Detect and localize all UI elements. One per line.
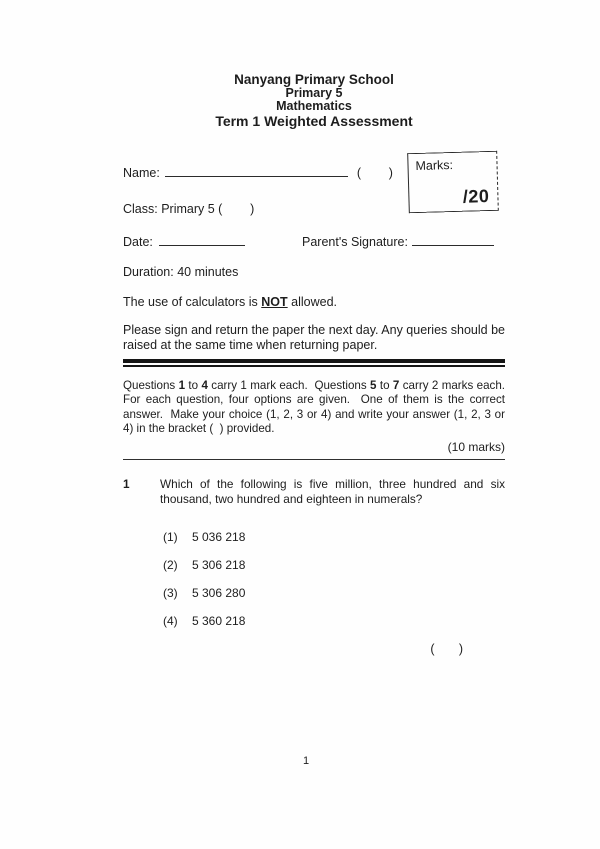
date-row [123,234,505,250]
thin-divider-rule [123,459,505,460]
marks-total: /20 [462,185,490,207]
page-number: 1 [302,755,310,767]
option-3 [163,586,505,600]
option-3-value: 5 306 280 [192,585,246,600]
option-3-label: (3) [163,585,178,600]
question-1-options [163,530,505,628]
name-blank-line [165,165,348,177]
question-1 [123,477,505,507]
option-4 [163,614,505,628]
option-1-label: (1) [163,529,178,544]
name-index-bracket: ( ) [356,166,393,180]
calculator-notice: The use of calculators is NOT allowed. [123,295,337,309]
option-4-label: (4) [163,613,178,628]
option-1-value: 5 036 218 [192,529,246,544]
paper-title: Term 1 Weighted Assessment [215,113,413,129]
parent-signature-blank-line [412,234,494,246]
sign-return-notice: Please sign and return the paper the next day. Any queries should be raised at the same time when returning paper. [123,323,505,352]
date-label: Date: [123,235,153,249]
option-1 [163,530,505,544]
class-label: Class: Primary 5 ( ) [123,202,255,216]
paper-header [123,72,505,129]
question-1-text: Which of the following is five million, three hundred and six thousand, two hundred and eighteen in numerals? [160,476,505,506]
option-2 [163,558,505,572]
parent-signature-label: Parent's Signature: [302,235,408,249]
parent-signature-part [302,234,494,250]
page-content [123,72,505,656]
subject-line: Mathematics [276,99,352,113]
section-marks-note: (10 marks) [447,439,505,454]
class-row [123,202,505,217]
option-2-value: 5 306 218 [192,557,246,572]
question-1-answer-bracket: ( ) [430,641,463,656]
name-row [123,165,505,181]
name-label: Name: [123,166,160,180]
thick-divider-rule [123,359,505,367]
option-4-value: 5 360 218 [192,613,246,628]
date-part [123,234,302,250]
marks-label: Marks: [415,157,454,174]
question-1-number: 1 [123,476,130,491]
school-name: Nanyang Primary School [234,72,394,87]
date-blank-line [159,234,245,246]
option-2-label: (2) [163,557,178,572]
level-line: Primary 5 [285,86,343,100]
duration-row: Duration: 40 minutes [123,265,239,279]
section-instructions: Questions 1 to 4 carry 1 mark each. Questions 5 to 7 carry 2 marks each. For each question, four options are given. One of them is the correct answer. Make your choice (1, 2, 3 or 4) and write your answer (1, 2, 3 or 4) in the bracket ( ) provided. [123,378,505,435]
